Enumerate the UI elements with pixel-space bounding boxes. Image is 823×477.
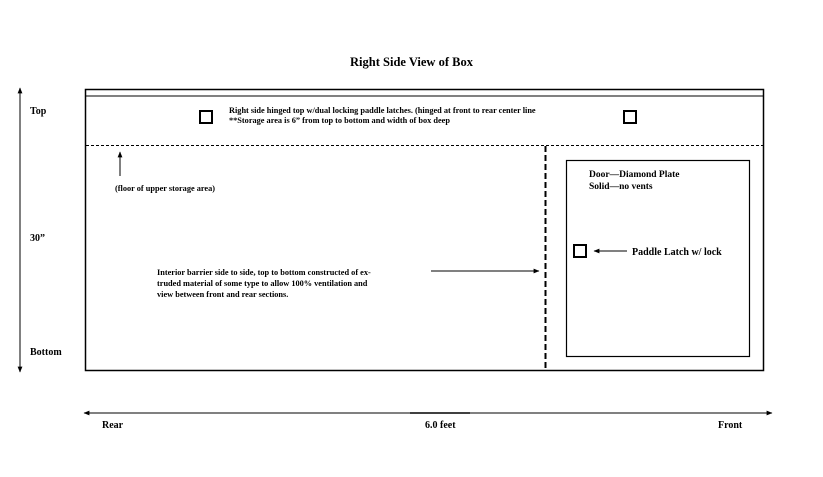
barrier-note-line1: Interior barrier side to side, top to bottom constructed of ex- [157,268,371,277]
top-note-line1: Right side hinged top w/dual locking paddle latches. (hinged at front to rear center line [229,106,536,115]
diagram-title: Right Side View of Box [350,55,473,69]
top-label: Top [30,106,47,117]
length-label: 6.0 feet [425,420,456,431]
top-note-line2: **Storage area is 6” from top to bottom and width of box deep [229,116,450,125]
barrier-note-line3: view between front and rear sections. [157,290,289,299]
rear-label: Rear [102,420,124,431]
lid-latch-right [623,110,637,124]
lid-latch-left [199,110,213,124]
height-label: 30” [30,233,45,244]
paddle-latch-label: Paddle Latch w/ lock [632,247,722,258]
door-label-line2: Solid—no vents [589,182,653,192]
barrier-note-line2: truded material of some type to allow 100% ventilation and [157,279,368,288]
bottom-label: Bottom [30,347,62,358]
box-outline [86,90,764,371]
floor-label: (floor of upper storage area) [115,184,216,193]
door-paddle-latch [573,244,587,258]
door-label-line1: Door—Diamond Plate [589,170,680,180]
front-label: Front [718,420,743,431]
